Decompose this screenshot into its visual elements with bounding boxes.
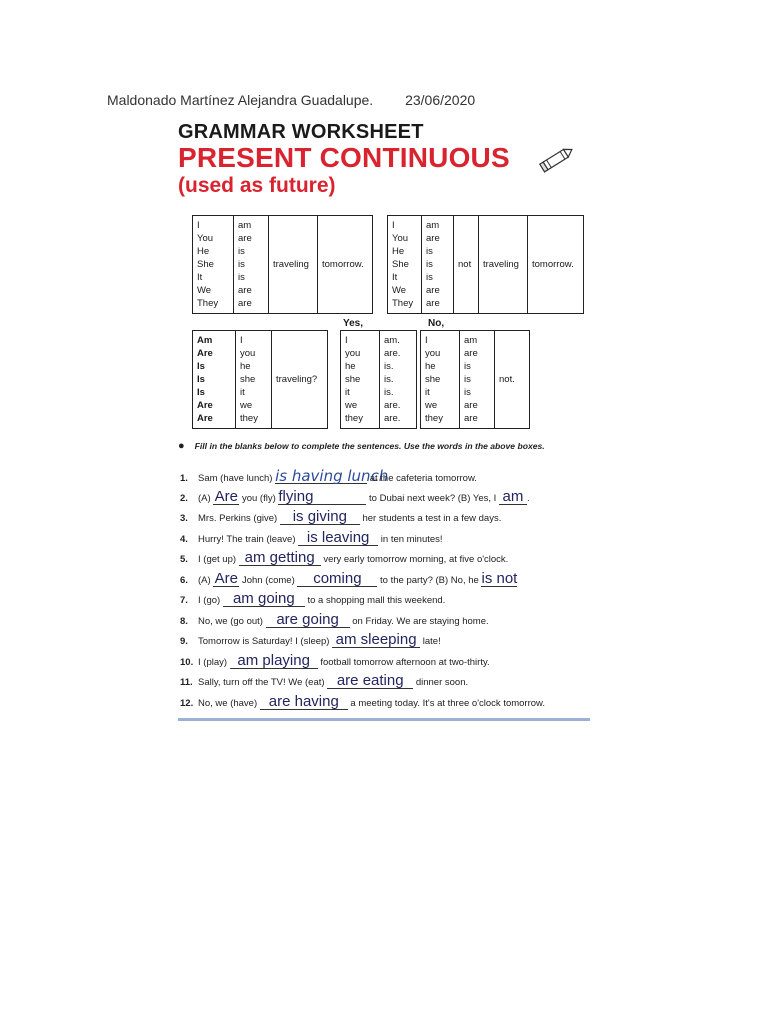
sentence-list xyxy=(180,469,590,715)
question-aux: Am Are Is Is Is Are Are xyxy=(197,335,213,424)
negative-verbs: am are is is is are are xyxy=(426,220,440,309)
sentence-1: 1. Sam (have lunch) is having lunch at the cafeteria tomorrow. xyxy=(180,467,477,485)
affirmative-time: tomorrow. xyxy=(318,216,373,314)
pencil-icon xyxy=(536,145,576,180)
worksheet-subtitle: (used as future) xyxy=(178,174,336,197)
worksheet-topic: PRESENT CONTINUOUS xyxy=(178,142,510,173)
affirmative-verbs: am are is is is are are xyxy=(238,220,252,309)
answer-8[interactable]: are going xyxy=(266,613,350,628)
sentence-4: 4. Hurry! The train (leave) is leaving in ten minutes! xyxy=(180,528,443,546)
bullet-icon: ● xyxy=(178,440,185,452)
sentence-10: 10. I (play) am playing football tomorrow afternoon at two-thirty. xyxy=(180,651,490,669)
answer-6c[interactable]: is not xyxy=(481,569,518,587)
answer-2a[interactable]: Are xyxy=(214,487,238,505)
answer-7[interactable]: am going xyxy=(223,592,305,607)
no-pronouns: I you he she it we they xyxy=(425,335,443,424)
sentence-11: 11. Sally, turn off the TV! We (eat) are eating dinner soon. xyxy=(180,672,469,689)
answer-3[interactable]: is giving xyxy=(280,510,360,525)
answer-1[interactable]: is having lunch xyxy=(275,467,389,485)
short-answer-yes-table xyxy=(340,330,417,429)
negative-table xyxy=(387,215,584,314)
question-pronouns: I you he she it we they xyxy=(240,335,258,424)
short-answer-no-table xyxy=(420,330,530,429)
answer-11[interactable]: are eating xyxy=(327,674,413,689)
answer-10[interactable]: am playing xyxy=(230,654,318,669)
answer-2c[interactable]: am xyxy=(499,490,527,505)
affirmative-pronouns: I You He She It We They xyxy=(197,220,219,309)
sentence-6: 6. (A) Are John (come) coming to the party? (B) No, he is not xyxy=(180,569,518,587)
no-verbs: am are is is is are are xyxy=(464,335,478,424)
sentence-7: 7. I (go) am going to a shopping mall this weekend. xyxy=(180,590,446,607)
affirmative-table xyxy=(192,215,373,314)
sentence-12: 12. No, we (have) are having a meeting today. It's at three o'clock tomorrow. xyxy=(180,692,546,710)
answer-5[interactable]: am getting xyxy=(239,551,321,566)
sentence-3: 3. Mrs. Perkins (give) is giving her students a test in a few days. xyxy=(180,508,502,525)
sentence-8: 8. No, we (go out) are going on Friday. We are staying home. xyxy=(180,610,489,628)
answer-6a[interactable]: Are xyxy=(214,569,238,587)
answer-6b[interactable]: coming xyxy=(297,572,377,587)
no-label: No, xyxy=(428,318,445,329)
answer-2b[interactable]: flying xyxy=(278,490,366,505)
question-main-verb: traveling? xyxy=(272,331,328,429)
date: 23/06/2020 xyxy=(405,92,476,108)
student-header xyxy=(107,92,475,108)
negative-pronouns: I You He She It We They xyxy=(392,220,414,309)
answer-9[interactable]: am sleeping xyxy=(332,633,420,648)
negative-not: not xyxy=(454,216,479,314)
sentence-9: 9. Tomorrow is Saturday! I (sleep) am sleeping late! xyxy=(180,631,441,648)
negative-time: tomorrow. xyxy=(528,216,584,314)
sentence-5: 5. I (get up) am getting very early tomorrow morning, at five o'clock. xyxy=(180,549,509,566)
yes-verbs: am. are. is. is. is. are. are. xyxy=(384,335,401,424)
yes-pronouns: I you he she it we they xyxy=(345,335,363,424)
no-not: not. xyxy=(495,331,530,429)
question-table xyxy=(192,330,328,429)
student-name: Maldonado Martínez Alejandra Guadalupe. xyxy=(107,92,374,108)
worksheet-title: GRAMMAR WORKSHEET xyxy=(178,121,424,143)
instructions: ● Fill in the blanks below to complete the sentences. Use the words in the above boxes. xyxy=(178,440,545,452)
negative-main-verb: traveling xyxy=(479,216,528,314)
answer-12[interactable]: are having xyxy=(260,695,348,710)
answer-4[interactable]: is leaving xyxy=(298,531,378,546)
bottom-divider xyxy=(178,718,590,721)
yes-label: Yes, xyxy=(343,318,364,329)
affirmative-main-verb: traveling xyxy=(269,216,318,314)
sentence-2: 2. (A) Are you (fly) flying to Dubai next week? (B) Yes, I am . xyxy=(180,487,530,505)
